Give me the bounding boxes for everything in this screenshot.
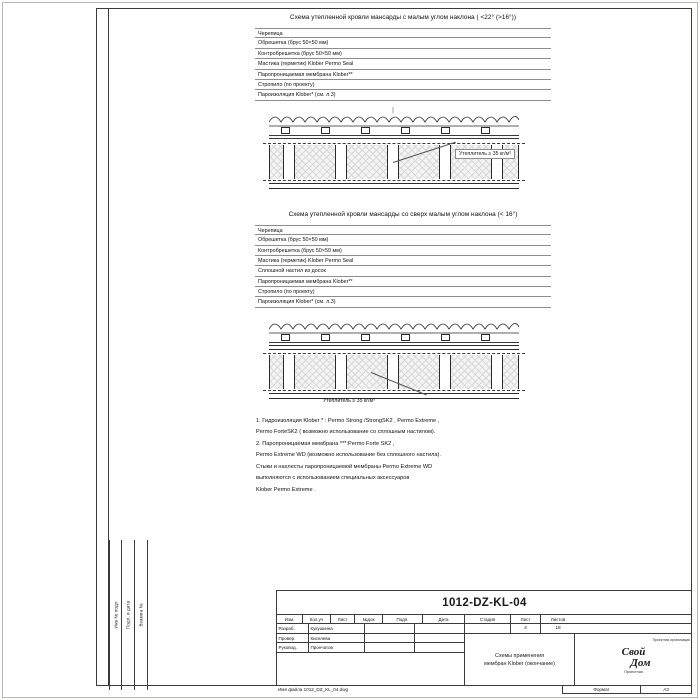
insulation-callout: Утеплитель ≥ 35 кг/м³ — [323, 397, 375, 404]
scheme2-detail-drawing — [243, 314, 563, 406]
inner-lining — [269, 393, 519, 399]
scheme1-legend — [255, 28, 551, 101]
logo-subtitle: Проектная — [624, 669, 643, 674]
legend-item: Черепица — [255, 225, 551, 235]
sheet-title — [465, 634, 575, 686]
batten — [481, 127, 490, 134]
stadiya-value — [465, 624, 511, 633]
logo-text-dom: Дом — [630, 656, 651, 669]
legend-item: Мастика (герметик) Klober Permo Seal — [255, 59, 551, 69]
sign-cell — [365, 643, 415, 652]
frame-left-strip — [96, 8, 108, 686]
sign-cell — [365, 634, 415, 643]
role-cell: Разраб. — [277, 624, 309, 633]
title-block — [276, 590, 692, 686]
bottom-strip — [108, 686, 692, 700]
col-podp: Подп. — [383, 615, 423, 623]
drawing-code: 1012-DZ-KL-04 — [277, 591, 692, 615]
legend-item: Паропроницаемая мембрана Klober** — [255, 277, 551, 287]
sheet-title-line-1: Схемы применения — [494, 652, 545, 659]
batten — [281, 334, 290, 341]
note-line: 1. Гидроизоляция Klober * : Permo Strong /StrongSK2 , Permo Extreme , — [256, 417, 440, 424]
role-cell: Руковод. — [277, 643, 309, 652]
batten — [321, 334, 330, 341]
listov-label: Листов — [550, 617, 566, 622]
strip-vzamen-label: Взамен № — [138, 603, 144, 627]
legend-item: Мастика (герметик) Klober Permo Seal — [255, 256, 551, 266]
col-data: Дата — [438, 617, 449, 622]
rafter — [335, 145, 347, 179]
stamp-block — [465, 615, 692, 686]
strip-inv-podl-label: Инв № подл — [113, 601, 118, 629]
counter-batten-line — [269, 342, 519, 343]
list-label: Лист — [511, 615, 541, 623]
note-line: Permo ForteSK2 ( возможно использование со сплошным настилом). — [256, 429, 436, 436]
note-line: выполняются с использованием специальных аксессуаров — [256, 475, 410, 482]
batten — [401, 334, 410, 341]
name-cell: Прончатов — [309, 643, 365, 652]
scheme1-detail-drawing — [243, 107, 563, 195]
file-name-label: Имя файла 1012_DZ_KL_04.dwg — [278, 687, 349, 692]
format-label: Формат — [563, 686, 641, 693]
table-row — [277, 634, 464, 644]
legend-item: Стропило (по проекту) — [255, 287, 551, 297]
roof-tiles — [269, 111, 519, 127]
col-list: Лист — [331, 615, 355, 623]
rafter — [335, 355, 347, 389]
batten — [361, 334, 370, 341]
stamp-values — [465, 624, 692, 634]
logo-text-svoy: Свой — [621, 645, 646, 658]
notes-block — [256, 416, 586, 497]
format-value: A3 — [663, 687, 669, 692]
format-cell — [562, 686, 692, 694]
scheme2-title: Схема утепленной кровли мансарды со сверх малым углом наклона (< 16°) — [288, 210, 518, 218]
membrane-dashed-line — [263, 353, 525, 354]
date-cell — [415, 634, 464, 643]
batten — [401, 127, 410, 134]
table-row — [277, 643, 464, 653]
sign-cell — [365, 624, 415, 633]
note-line: Klober Permo Extreme . — [256, 486, 316, 493]
stadiya-label: Стадия — [465, 615, 511, 623]
batten — [441, 334, 450, 341]
membrane-dashed-line — [263, 143, 525, 144]
legend-item: Контробрешетка (брус 50×50 мм) — [255, 246, 551, 256]
solid-boarding — [269, 345, 519, 350]
legend-item: Контробрешетка (брус 50×50 мм) — [255, 49, 551, 59]
batten — [361, 127, 370, 134]
table-row — [277, 624, 464, 634]
date-cell — [415, 643, 464, 652]
batten — [481, 334, 490, 341]
list-value: 4 — [511, 624, 541, 633]
name-cell: Киселева — [309, 634, 365, 643]
rafter — [439, 145, 451, 179]
scheme1-title: Схема утепленной кровли мансарды с малым углом наклона ( <22° (>16°)) — [289, 14, 517, 21]
legend-item: Паропроницаемая мембрана Klober** — [255, 70, 551, 80]
vapour-barrier-line — [263, 390, 525, 391]
logo-side-note: Проектная организация — [652, 638, 690, 642]
stamp-header — [465, 615, 692, 624]
membrane-line — [269, 138, 519, 139]
company-logo — [575, 634, 692, 686]
revision-table-body — [277, 624, 464, 686]
col-ndok: №док — [355, 615, 383, 623]
rafter — [491, 355, 503, 389]
col-izm: Изм. — [277, 615, 303, 623]
vapour-barrier-line — [263, 180, 525, 181]
rafter — [283, 355, 295, 389]
inner-lining — [269, 183, 519, 189]
batten — [321, 127, 330, 134]
legend-item: Пароизоляция Klober* (см. л.3) — [255, 90, 551, 100]
scheme2-legend — [255, 225, 551, 308]
legend-item: Пароизоляция Klober* (см. л.3) — [255, 297, 551, 307]
role-cell: Провер. — [277, 634, 309, 643]
revision-table-header — [277, 615, 464, 624]
note-line: 2. Паропроницаемая мембрана ***:Permo Forte SK2 , — [256, 440, 395, 447]
rafter — [283, 145, 295, 179]
revision-table — [277, 615, 465, 686]
batten — [441, 127, 450, 134]
listov-value: 18 — [555, 626, 561, 631]
counter-batten-line — [269, 135, 519, 136]
legend-item: Обрешетка (брус 50×50 мм) — [255, 235, 551, 245]
sheet-title-line-2: мембран Klober (окончание) — [484, 661, 555, 667]
legend-item: Обрешетка (брус 50×50 мм) — [255, 38, 551, 48]
insulation-callout: Утеплитель ≥ 35 кг/м³ — [455, 149, 515, 159]
rafter — [439, 355, 451, 389]
date-cell — [415, 624, 464, 633]
legend-item: Стропило (по проекту) — [255, 80, 551, 90]
strip-podp-data-label: Подп. и дата — [125, 600, 131, 630]
note-line: Permo Extreme WD (возможно использование без сплошного настила). — [256, 452, 441, 459]
col-koluch: Кол.уч — [303, 615, 331, 623]
drawing-content — [120, 14, 686, 496]
legend-item: Черепица — [255, 28, 551, 38]
batten — [281, 127, 290, 134]
legend-item: Сплошной настил из досок — [255, 266, 551, 276]
roof-tiles — [269, 318, 519, 334]
name-cell: Кукушкина — [309, 624, 365, 633]
note-line: Стыки и нахлесты паропроницаемой мембраны Permo Extreme WD — [256, 463, 433, 470]
